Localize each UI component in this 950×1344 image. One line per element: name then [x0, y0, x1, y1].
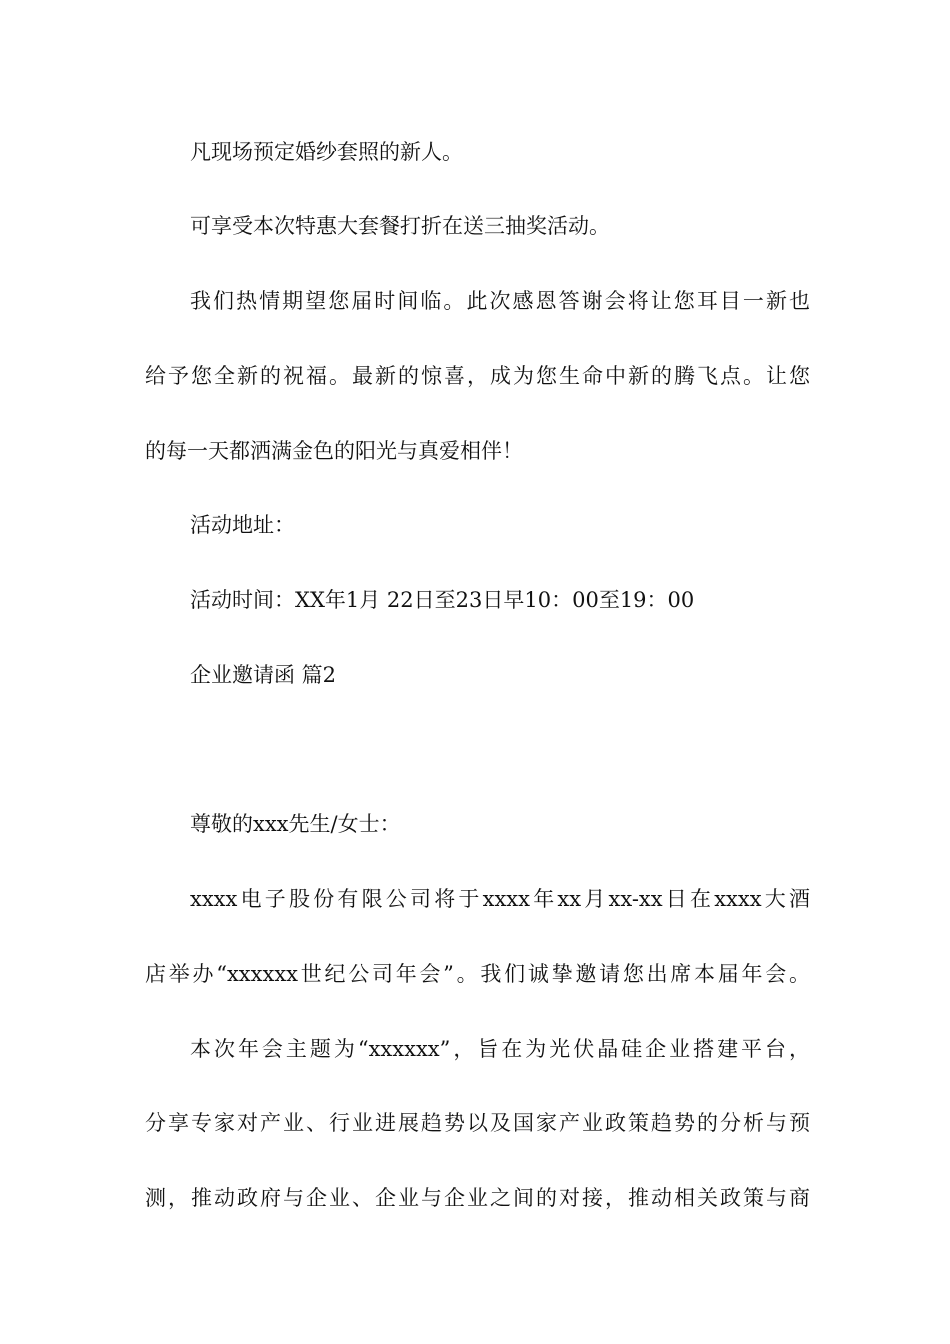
activity-time: 活动时间：XX年1月 22日至23日早10：00至19：00 [190, 588, 695, 612]
paragraph-line: 店举办“xxxxxx世纪公司年会”。我们诚挚邀请您出席本届年会。 [145, 962, 810, 986]
paragraph-line: 分享专家对产业、行业进展趋势以及国家产业政策趋势的分析与预 [145, 1111, 810, 1135]
paragraph-line: 测，推动政府与企业、企业与企业之间的对接，推动相关政策与商 [145, 1186, 810, 1210]
salutation: 尊敬的xxx先生/女士： [190, 812, 401, 836]
paragraph-line: 的每一天都洒满金色的阳光与真爱相伴！ [145, 439, 523, 463]
paragraph-line: 本次年会主题为“xxxxxx”，旨在为光伏晶硅企业搭建平台， [190, 1037, 810, 1061]
activity-address: 活动地址： [190, 513, 295, 537]
section-heading: 企业邀请函 篇2 [190, 663, 337, 687]
paragraph-line: xxxx电子股份有限公司将于xxxx年xx月xx-xx日在xxxx大酒 [190, 887, 810, 911]
paragraph-line: 给予您全新的祝福。最新的惊喜，成为您生命中新的腾飞点。让您 [145, 364, 810, 388]
paragraph-line: 可享受本次特惠大套餐打折在送三抽奖活动。 [190, 214, 610, 238]
paragraph-line: 我们热情期望您届时间临。此次感恩答谢会将让您耳目一新也 [190, 289, 810, 313]
paragraph-line: 凡现场预定婚纱套照的新人。 [190, 140, 463, 164]
